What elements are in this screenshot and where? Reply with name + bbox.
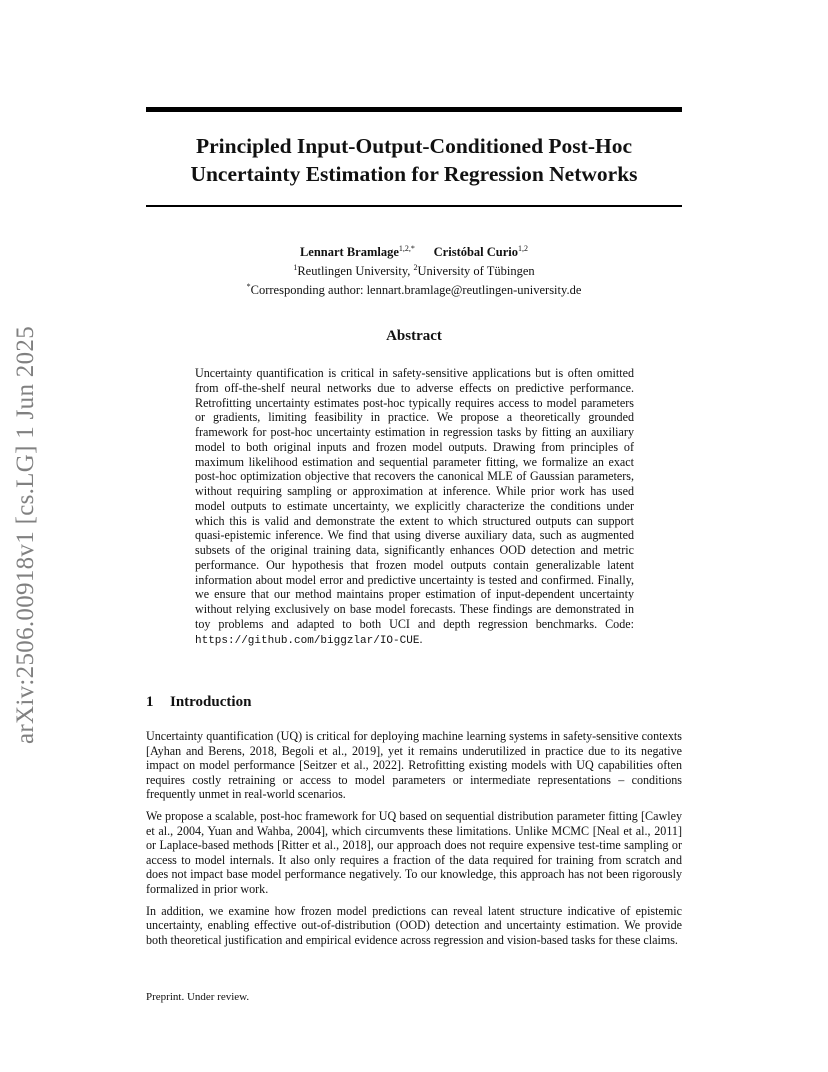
abstract-heading: Abstract	[386, 328, 442, 344]
section-number: 1	[146, 694, 154, 710]
author-2: Cristóbal Curio	[433, 245, 519, 260]
title-bottom-rule	[146, 205, 682, 207]
corresponding-author	[146, 279, 682, 298]
affiliation-1: Reutlingen University,	[297, 264, 414, 279]
affiliations	[146, 260, 682, 279]
author-1: Lennart Bramlage	[299, 245, 399, 260]
abstract-body	[195, 366, 634, 648]
corresponding-email: Corresponding author: lennart.bramlage@reutlingen-university.de	[250, 283, 582, 298]
title-line-2: Uncertainty Estimation for Regression Networks	[190, 162, 638, 186]
arxiv-identifier-text: arXiv:2506.00918v1 [cs.LG] 1 Jun 2025	[12, 326, 39, 744]
affil-2-mark: 2	[413, 263, 418, 273]
abstract-end: .	[419, 631, 423, 646]
affiliation-2: University of Tübingen	[417, 264, 535, 279]
arxiv-identifier	[4, 300, 48, 770]
title-line-1: Principled Input-Output-Conditioned Post-Hoc	[195, 134, 633, 158]
abstract-text: Uncertainty quantification is critical in safety-sensitive applications but is often omitted from off-the-shelf neural networks due to adverse effects on predictive performance. Retrofitting uncertainty estimates post-hoc typically requires access to model parameters or gradients, limiting feasibility in practice. We propose a theoretically grounded framework for post-hoc uncertainty estimation in regression tasks by fitting an auxiliary model to both original inputs and frozen model outputs. Drawing from principles of maximum likelihood estimation and sequential parameter fitting, we formalize an exact post-hoc optimization objective that recovers the canonical MLE of Gaussian parameters, without requiring sampling or approximation at inference. While prior work has used model outputs to estimate uncertainty, we explicitly characterize the conditions under which this is valid and demonstrate the extent to which structured outputs can support quasi-epistemic inference. We find that using diverse auxiliary data, such as augmented subsets of the original training data, significantly enhances OOD detection and metric performance. Our hypothesis that frozen model outputs contain generalizable latent information about model error and predictive uncertainty is tested and confirmed. Finally, we ensure that our method maintains proper estimation of input-dependent uncertainty without relying exclusively on base model forecasts. These findings are demonstrated in toy problems and adapted to both UCI and depth regression benchmarks. Code:	[195, 366, 634, 631]
footer-note: Preprint. Under review.	[146, 991, 250, 1003]
section-body	[146, 729, 682, 954]
paragraph: Uncertainty quantification (UQ) is critical for deploying machine learning systems in safety-sensitive contexts [Ayhan and Berens, 2018, Begoli et al., 2019], yet it remains underutilized in practice due to its negative impact on model performance [Seitzer et al., 2022]. Retrofitting existing models with UQ capabilities often requires costly retraining or access to model parameters or intermediate representations – conditions frequently unmet in real-world scenarios.	[146, 729, 682, 802]
title-top-rule	[146, 107, 682, 112]
paragraph: We propose a scalable, post-hoc framework for UQ based on sequential distribution parameter fitting [Cawley et al., 2004, Yuan and Wahba, 2004], which circumvents these limitations. Unlike MCMC [Neal et al., 2011] or Laplace-based methods [Ritter et al., 2018], our approach does not require expensive test-time sampling or access to model internals. It also only requires a fraction of the data required for training from scratch and does not impact base model performance negatively. To our knowledge, this approach has not been rigorously formalized in prior work.	[146, 808, 682, 896]
affil-1-mark: 1	[293, 263, 298, 273]
section-title: Introduction	[170, 694, 252, 710]
code-link[interactable]: https://github.com/biggzlar/IO-CUE	[195, 634, 420, 647]
paragraph: In addition, we examine how frozen model predictions can reveal latent structure indicative of epistemic uncertainty, enabling effective out-of-distribution (OOD) detection and uncertainty estimation. We provide both theoretical justification and empirical evidence across regression and vision-based tasks for these claims.	[146, 903, 682, 947]
paper-title	[146, 132, 682, 188]
author-block	[146, 241, 682, 298]
author-2-affil: 1,2	[518, 244, 529, 253]
author-names	[146, 241, 682, 260]
corr-mark: *	[246, 282, 251, 292]
author-1-affil: 1,2,*	[398, 244, 415, 253]
section-heading	[146, 694, 251, 711]
